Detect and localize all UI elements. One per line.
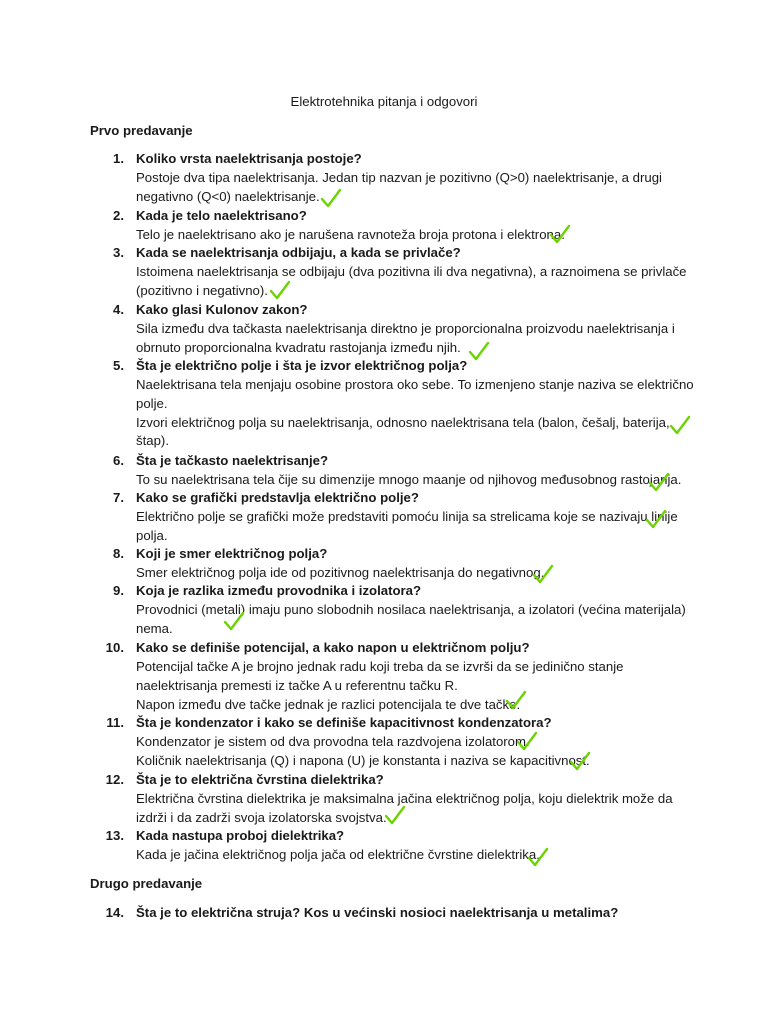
answer-line: izdrži i da zadrži svoja izolatorska svojstva. — [136, 809, 387, 825]
checkmark-icon — [384, 805, 406, 825]
item-number: 1. — [113, 151, 124, 166]
item-question: Kada se naelektrisanja odbijaju, a kada se privlače? — [136, 245, 461, 260]
answer-line: Naelektrisana tela menjaju osobine prostora oko sebe. To izmenjeno stanje naziva se električno — [136, 377, 694, 392]
answer-line: Kondenzator je sistem od dva provodna tela razdvojena izolatorom. — [136, 734, 530, 749]
item-number: 12. — [105, 772, 124, 787]
section-heading-2: Drugo predavanje — [90, 876, 203, 891]
item-answer — [136, 564, 676, 583]
item-answer — [136, 601, 686, 639]
checkmark-icon — [223, 611, 245, 631]
item-answer — [136, 376, 694, 451]
item-answer — [136, 846, 676, 865]
item-question: Šta je to električna struja? Kos u većinski nosioci naelektrisanja u metalima? — [136, 905, 619, 920]
answer-line: Istoimena naelektrisanja se odbijaju (dva pozitivna ili dva negativna), a raznoimena se privlače — [136, 264, 687, 279]
checkmark-icon — [645, 509, 667, 529]
item-answer — [136, 471, 682, 490]
item-number: 10. — [105, 640, 124, 655]
answer-line: Potencijal tačke A je brojno jednak radu koji treba da se izvrši da se jedinično stanje — [136, 659, 624, 674]
checkmark-icon — [532, 564, 554, 584]
answer-line: Telo je naelektrisano ako je narušena ravnoteža broja protona i elektrona. — [136, 227, 565, 242]
answer-line: Postoje dva tipa naelektrisanja. Jedan tip nazvan je pozitivno (Q>0) naelektrisanje, a drugi — [136, 170, 662, 185]
answer-line: Sila između dva tačkasta naelektrisanja direktno je proporcionalna proizvodu naelektrisanja i — [136, 321, 675, 336]
answer-line: nema. — [136, 620, 173, 636]
item-answer — [136, 169, 676, 207]
item-number: 2. — [113, 208, 124, 223]
checkmark-icon — [648, 472, 670, 492]
checkmark-icon — [527, 847, 549, 867]
item-number: 9. — [113, 583, 124, 598]
answer-line: naelektrisanja premesti iz tačke A u referentnu tačku R. — [136, 677, 458, 693]
answer-line: Količnik naelektrisanja (Q) i napona (U) je konstanta i naziva se kapacitivnost. — [136, 752, 590, 768]
item-answer — [136, 508, 676, 546]
item-question: Koja je razlika između provodnika i izolatora? — [136, 583, 422, 598]
item-question: Kako se grafički predstavlja električno polje? — [136, 490, 419, 505]
section-heading-1: Prvo predavanje — [90, 123, 193, 138]
answer-line: Električno polje se grafički može predstaviti pomoću linija sa strelicama koje se nazivaju linije — [136, 509, 678, 524]
answer-line: Električna čvrstina dielektrika je maksimalna jačina električnog polja, koju dielektrik može da — [136, 791, 673, 806]
answer-line: Smer električnog polja ide od pozitivnog naelektrisanja do negativnog. — [136, 565, 545, 580]
page-title: Elektrotehnika pitanja i odgovori — [290, 94, 478, 109]
item-answer — [136, 320, 676, 358]
item-number: 8. — [113, 546, 124, 561]
item-answer — [136, 263, 687, 301]
item-number: 5. — [113, 358, 124, 373]
item-question: Kada je telo naelektrisano? — [136, 208, 307, 223]
checkmark-icon — [320, 188, 342, 208]
answer-line: polja. — [136, 527, 168, 543]
item-answer — [136, 790, 676, 828]
answer-line: Napon između dve tačke jednak je razlici potencijala te dve tačke. — [136, 696, 521, 712]
item-number: 13. — [105, 828, 124, 843]
item-question: Šta je kondenzator i kako se definiše kapacitivnost kondenzatora? — [136, 715, 552, 730]
item-question: Koliko vrsta naelektrisanja postoje? — [136, 151, 362, 166]
item-number: 14. — [105, 905, 124, 920]
checkmark-icon — [269, 280, 291, 300]
item-number: 11. — [106, 715, 124, 730]
item-question: Šta je tačkasto naelektrisanje? — [136, 453, 329, 468]
item-question: Kako se definiše potencijal, a kako napon u električnom polju? — [136, 640, 530, 655]
answer-line: polje. — [136, 395, 168, 411]
item-question: Kako glasi Kulonov zakon? — [136, 302, 308, 317]
item-question: Kada nastupa proboj dielektrika? — [136, 828, 345, 843]
item-number: 6. — [113, 453, 124, 468]
checkmark-icon — [505, 690, 527, 710]
item-answer — [136, 733, 676, 771]
checkmark-icon — [669, 415, 691, 435]
checkmark-icon — [569, 751, 591, 771]
item-question: Koji je smer električnog polja? — [136, 546, 328, 561]
answer-line: Provodnici (metali) imaju puno slobodnih nosilaca naelektrisanja, a izolatori (većina materijala) — [136, 602, 686, 617]
checkmark-icon — [468, 341, 490, 361]
item-number: 7. — [113, 490, 124, 505]
item-question: Šta je to električna čvrstina dielektrika? — [136, 772, 384, 787]
answer-line: negativno (Q<0) naelektrisanje. — [136, 188, 320, 204]
item-answer — [136, 226, 676, 245]
answer-line: štap). — [136, 433, 169, 449]
item-number: 3. — [113, 245, 124, 260]
answer-line: obrnuto proporcionalna kvadratu rastojanja između njih. — [136, 339, 461, 355]
answer-line: Kada je jačina električnog polja jača od električne čvrstine dielektrika. — [136, 847, 540, 862]
item-number: 4. — [113, 302, 124, 317]
answer-line: (pozitivno i negativno). — [136, 282, 268, 298]
answer-line: Izvori električnog polja su naelektrisanja, odnosno naelektrisana tela (balon, češalj, baterija, — [136, 414, 670, 430]
checkmark-icon — [549, 224, 571, 244]
checkmark-icon — [516, 731, 538, 751]
answer-line: To su naelektrisana tela čije su dimenzije mnogo maanje od njihovog međusobnog rastojanja. — [136, 472, 682, 487]
item-answer — [136, 658, 676, 714]
item-question: Šta je električno polje i šta je izvor električnog polja? — [136, 358, 468, 373]
